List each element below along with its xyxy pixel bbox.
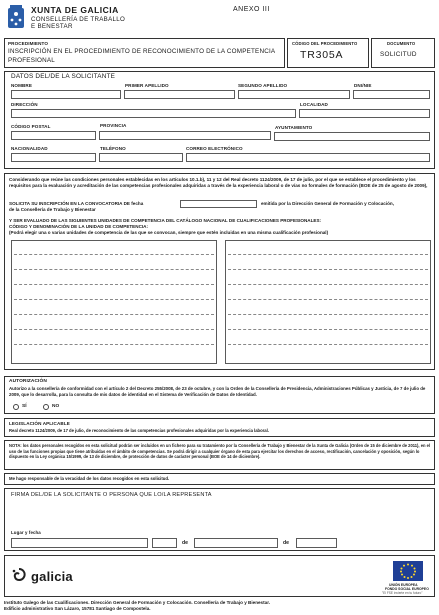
procedure-code-box bbox=[287, 38, 369, 68]
galicia-wordmark: galicia bbox=[31, 569, 73, 584]
province-label: PROVINCIA bbox=[100, 123, 127, 128]
footer-address-line1: Instituto Galego de las Cualificaciones. Dirección General de Formación y Colocación. Consellería de Trabajo y Bienestar. bbox=[4, 600, 271, 605]
legislation-section bbox=[4, 418, 435, 437]
applicant-section bbox=[4, 71, 435, 169]
town-field[interactable] bbox=[274, 132, 430, 141]
authorization-title: AUTORIZACIÓN bbox=[9, 379, 47, 384]
no-radio[interactable] bbox=[43, 404, 49, 410]
applicant-title: DATOS DEL/DE LA SOLICITANTE bbox=[11, 73, 116, 80]
month-field[interactable] bbox=[194, 538, 278, 548]
first-surname-field[interactable] bbox=[124, 90, 235, 99]
de-label-1: de bbox=[182, 540, 189, 546]
name-field[interactable] bbox=[11, 90, 121, 99]
place-field[interactable] bbox=[11, 538, 148, 548]
galicia-swirl-icon bbox=[9, 567, 29, 587]
legislation-title: LEGISLACIÓN APLICABLE bbox=[9, 421, 70, 426]
yes-label: SÍ bbox=[22, 404, 27, 409]
department-line2: E BENESTAR bbox=[31, 23, 73, 30]
procedure-box bbox=[4, 38, 285, 68]
email-label: CORREO ELECTRÓNICO bbox=[186, 146, 243, 151]
request-section bbox=[4, 173, 435, 370]
dni-field[interactable] bbox=[353, 90, 430, 99]
no-label: NO bbox=[52, 404, 60, 409]
nationality-label: NACIONALIDAD bbox=[11, 146, 48, 151]
competence-units-left-field[interactable] bbox=[11, 240, 217, 364]
phone-field[interactable] bbox=[99, 153, 183, 162]
units-instructions: (Podrá elegir una o varias unidades de competencia de las que se convocan, siempre que estén incluidas en una misma cualificación profesional) bbox=[9, 230, 329, 235]
procedure-code-label: CÓDIGO DEL PROCEDIMIENTO bbox=[292, 41, 358, 46]
footer-logos bbox=[4, 555, 435, 597]
data-protection-text: NOTA: los datos personales recogidos en esta solicitud podrán ser incluidos en un fichero para su tratamiento por la Consellería de Trabajo y Bienestar de la Xunta de Galicia (Orden de 15 de diciembre de 2011), en el uso de las funciones propias que tiene atribuidas en el ámbito de competencias. Se podrá dirigir a cualquier órgano de esta para ejercitar los derechos de acceso, rectificación, cancelación y oposición, según lo dispuesto en la Ley orgánica 15/1999, de 13 de diciembre, de protección de datos de carácter personal (BOE de 14 de diciembre). bbox=[9, 443, 431, 459]
address-label: DIRECCIÓN bbox=[11, 102, 38, 107]
postal-code-field[interactable] bbox=[11, 131, 96, 140]
phone-label: TELÉFONO bbox=[100, 146, 126, 151]
request-department-text: de la Consellería de Trabajo y Bienestar bbox=[9, 207, 96, 212]
request-issuer-text: emitida por la Dirección General de Formación y Colocación, bbox=[261, 201, 394, 206]
org-name: XUNTA DE GALICIA bbox=[31, 5, 119, 15]
eu-fund: FONDO SOCIAL EUROPEO bbox=[385, 587, 429, 591]
yes-radio[interactable] bbox=[13, 404, 19, 410]
eu-flag-icon bbox=[393, 561, 423, 581]
procedure-code-value: TR305A bbox=[300, 49, 344, 61]
town-label: AYUNTAMIENTO bbox=[275, 125, 313, 130]
competence-units-right-field[interactable] bbox=[225, 240, 431, 364]
place-date-label: Lugar y fecha bbox=[11, 530, 41, 535]
legislation-text: Real decreto 1124/2009, de 17 de julio, de reconocimiento de las competencias profesionales adquiridas por la experiencia laboral. bbox=[9, 428, 269, 433]
page-header bbox=[4, 4, 435, 36]
day-field[interactable] bbox=[152, 538, 177, 548]
request-text: SOLICITA SU INSCRIPCIÓN EN LA CONVOCATORIA DE fecha bbox=[9, 201, 144, 206]
eu-name: UNIÓN EUROPEA bbox=[389, 583, 418, 587]
locality-label: LOCALIDAD bbox=[300, 102, 328, 107]
procedure-title-line2: PROFESIONAL bbox=[8, 57, 55, 64]
address-field[interactable] bbox=[11, 109, 296, 118]
year-field[interactable] bbox=[296, 538, 337, 548]
legal-basis-text: Considerando que reúne las condiciones personales establecidas en los artículos 10.1.b), 11 y 12 del Real decreto 1124/2009, de 17 de julio, por el que se establece el procedimiento y los requisitos para la evaluación y acreditación de las competencias profesionales adquiridas a través de la experiencia laboral o de vías no formales de formación (BOE de 25 de agosto de 2009), bbox=[9, 177, 428, 188]
annex-label: ANEXO III bbox=[233, 6, 270, 13]
authorization-no-option[interactable] bbox=[43, 404, 65, 411]
nationality-field[interactable] bbox=[11, 153, 96, 162]
galicia-logo bbox=[9, 564, 79, 590]
postal-code-label: CÓDIGO POSTAL bbox=[11, 124, 51, 129]
units-heading: Y SER EVALUADO DE LAS SIGUIENTES UNIDADES DE COMPETENCIA DEL CATÁLOGO NACIONAL DE CUALIFICACIONES PROFESIONALES: bbox=[9, 218, 322, 223]
procedure-title-line1: INSCRIPCIÓN EN EL PROCEDIMIENTO DE RECONOCIMIENTO DE LA COMPETENCIA bbox=[8, 48, 276, 55]
province-field[interactable] bbox=[99, 131, 271, 140]
declaration-text: Me hago responsable de la veracidad de los datos recogidos en esta solicitud. bbox=[9, 476, 170, 481]
department-line1: CONSELLERÍA DE TRABALLO bbox=[31, 16, 126, 23]
authorization-section bbox=[4, 376, 435, 414]
second-surname-field[interactable] bbox=[238, 90, 350, 99]
data-protection-note bbox=[4, 440, 435, 470]
document-value: SOLICITUD bbox=[380, 51, 417, 58]
footer-address-line2: Edificio administrativo San Lázaro, 15781 Santiago de Compostela. bbox=[4, 606, 151, 611]
units-code-heading: CÓDIGO Y DENOMINACIÓN DE LA UNIDAD DE COMPETENCIA: bbox=[9, 224, 149, 229]
locality-field[interactable] bbox=[299, 109, 430, 118]
eu-slogan: "El FSE invierte en tu futuro" bbox=[382, 591, 423, 595]
de-label-2: de bbox=[283, 540, 290, 546]
xunta-crest-icon bbox=[4, 4, 28, 30]
convocation-date-field[interactable] bbox=[180, 200, 257, 208]
second-surname-label: SEGUNDO APELLIDO bbox=[238, 83, 288, 88]
document-label: DOCUMENTO bbox=[387, 41, 416, 46]
declaration-box bbox=[4, 473, 435, 485]
authorization-yes-option[interactable] bbox=[13, 404, 33, 411]
email-field[interactable] bbox=[186, 153, 430, 162]
authorization-text: Autorizo a la consellería de conformidad con el artículo 2 del Decreto 255/2008, de 23 de octubre, y con la Orden de la Consellería de Presidencia, Administraciones Públicas y Justicia, de 7 de julio de 2009, que lo desarrolla, para la consulta de mis datos de identidad en el Sistema de Verificación de Datos de Identidad. bbox=[9, 386, 426, 397]
signature-title: FIRMA DEL/DE LA SOLICITANTE O PERSONA QUE LO/LA REPRESENTA bbox=[11, 492, 212, 498]
first-surname-label: PRIMER APELLIDO bbox=[125, 83, 169, 88]
signature-section bbox=[4, 488, 435, 551]
document-box bbox=[371, 38, 435, 68]
name-label: NOMBRE bbox=[11, 83, 33, 88]
procedure-label: PROCEDIMIENTO bbox=[8, 41, 49, 46]
dni-label: DNI/NIE bbox=[354, 83, 372, 88]
